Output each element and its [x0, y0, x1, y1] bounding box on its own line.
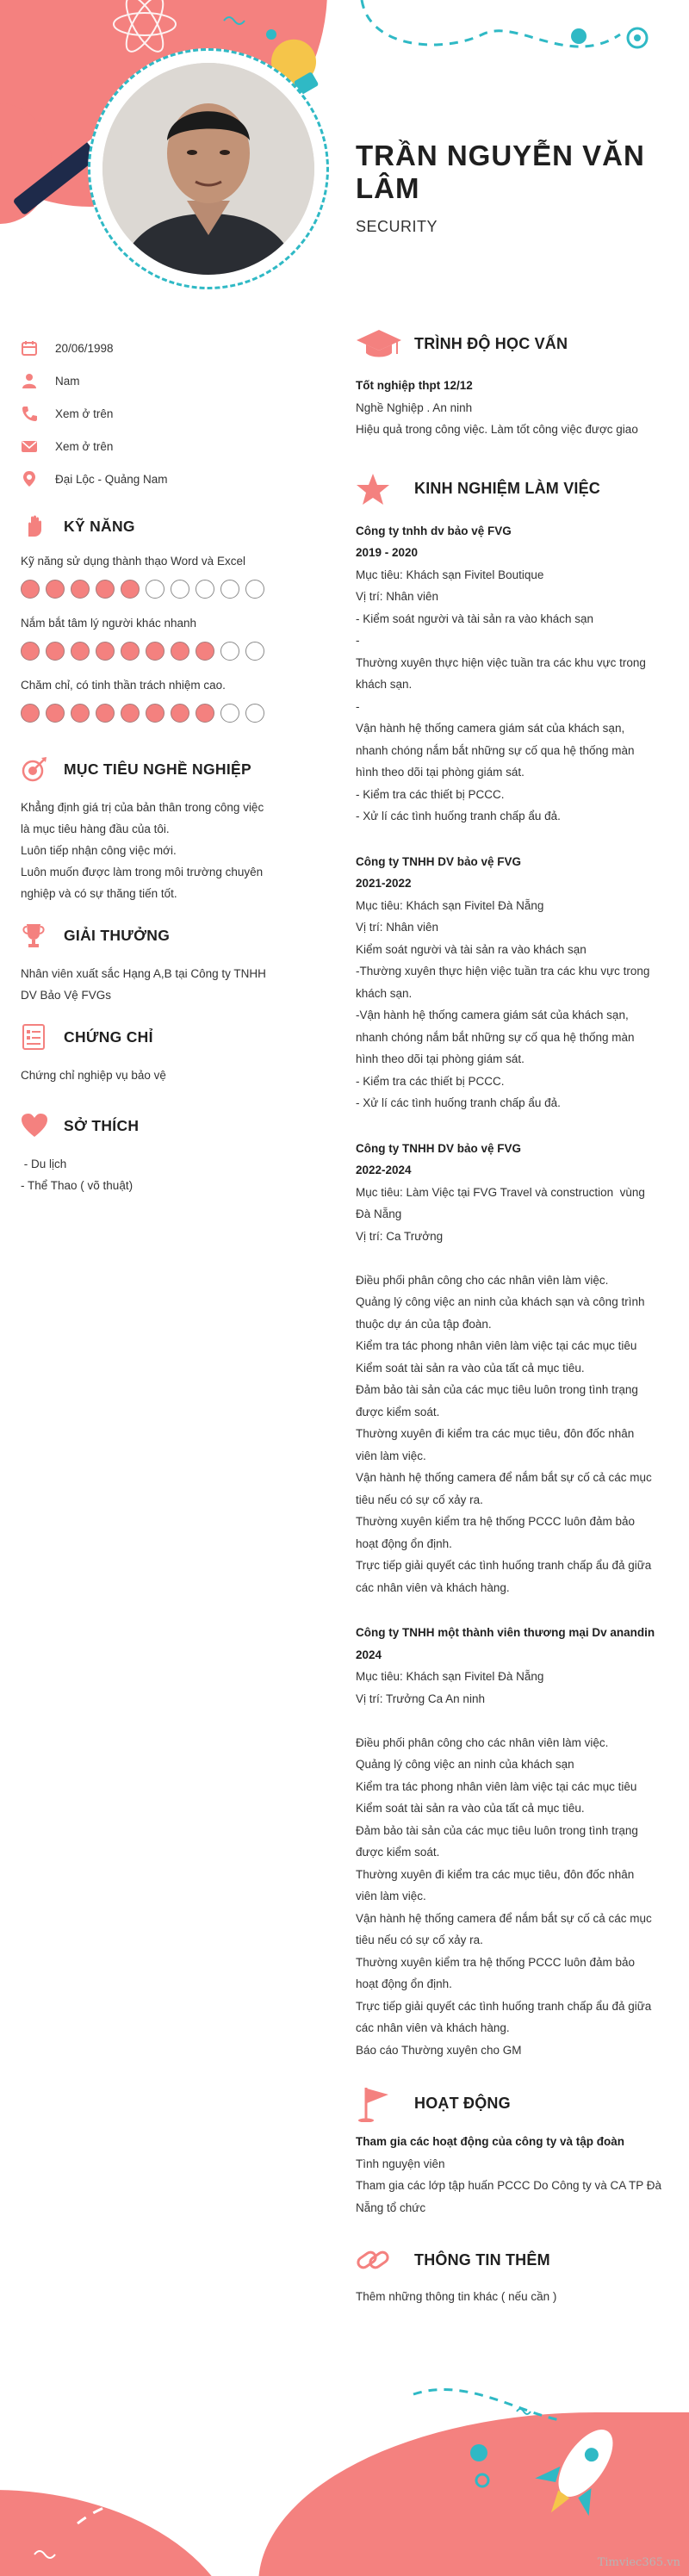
graduation-cap-icon: [356, 326, 402, 361]
job-detail-line: Thường xuyên kiểm tra hệ thống PCCC luôn đảm bảo: [356, 1515, 636, 1528]
hobbies-title: SỞ THÍCH: [64, 1116, 140, 1134]
job-detail-line: Quảng lý công việc an ninh của khách sạn: [356, 1758, 574, 1771]
email-value: Xem ở trên: [55, 439, 114, 453]
job-detail-line: khách sạn.: [356, 678, 413, 691]
info-email: [21, 430, 305, 462]
objective-line: là mục tiêu hàng đầu của tôi.: [21, 822, 170, 835]
award-line: DV Bảo Vệ FVGs: [21, 989, 112, 1002]
additional-title: THÔNG TIN THÊM: [414, 2250, 550, 2269]
rating-dot-empty: [245, 704, 264, 723]
job-detail-line: [356, 1247, 664, 1269]
rating-dot-filled: [46, 580, 65, 599]
job-detail-line: Mục tiêu: Làm Việc tại FVG Travel và construction vùng: [356, 1185, 645, 1199]
job-detail-line: Thường xuyên đi kiểm tra các mục tiêu, đôn đốc nhân: [356, 1427, 635, 1440]
job-detail-line: Đảm bảo tài sản của các mục tiêu luôn trong tình trạng: [356, 1823, 638, 1837]
rating-dot-filled: [21, 704, 40, 723]
job-detail-line: - Xử lí các tình huống tranh chấp ẩu đả.: [356, 1096, 561, 1109]
job-period: 2022-2024: [356, 1164, 412, 1176]
objective-line: Luôn tiếp nhận công việc mới.: [21, 844, 177, 857]
activities-entry: [356, 2131, 664, 2219]
birthdate-value: 20/06/1998: [55, 341, 114, 355]
rocket-icon: [525, 2412, 635, 2531]
rating-dot-filled: [196, 642, 214, 661]
rating-dot-empty: [196, 580, 214, 599]
job-detail-line: Vận hành hệ thống camera để nắm bắt sự cố cả các mục: [356, 1471, 652, 1484]
award-line: Nhân viên xuất sắc Hạng A,B tại Công ty TNHH: [21, 967, 266, 980]
job-detail-line: được kiểm soát.: [356, 1405, 440, 1418]
awards-text: [21, 963, 305, 1006]
skill-name: Kỹ năng sử dụng thành thạo Word và Excel: [21, 555, 245, 568]
rating-dot-filled: [96, 704, 115, 723]
job-detail-line: hoạt động ổn định.: [356, 1977, 452, 1990]
certificates-text: [21, 1065, 305, 1086]
job-detail-line: hình theo dõi tại phòng giám sát.: [356, 766, 525, 779]
address-value: Đại Lộc - Quảng Nam: [55, 472, 168, 486]
rating-dot-filled: [121, 642, 140, 661]
candidate-role: SECURITY: [356, 218, 438, 235]
job-detail-line: Vị trí: Trưởng Ca An ninh: [356, 1691, 485, 1705]
rating-dot-filled: [71, 642, 90, 661]
job-detail-line: Kiểm tra tác phong nhân viên làm việc tại các mục tiêu: [356, 1779, 637, 1793]
job-detail-line: Quảng lý công việc an ninh của khách sạn và công trình: [356, 1295, 645, 1308]
education-title: TRÌNH ĐỘ HỌC VẤN: [414, 334, 568, 352]
rating-dot-filled: [121, 704, 140, 723]
job-detail-line: khách sạn.: [356, 986, 413, 1000]
skill-rating: [21, 642, 305, 661]
skills-title: KỸ NĂNG: [64, 517, 135, 535]
job-detail-line: -Vận hành hệ thống camera giám sát của khách sạn,: [356, 1009, 629, 1021]
job-detail-line: Mục tiêu: Khách sạn Fivitel Đà Nẵng: [356, 898, 544, 912]
skill-name: Chăm chỉ, có tinh thần trách nhiệm cao.: [21, 679, 226, 692]
rating-dot-filled: [196, 704, 214, 723]
rating-dot-empty: [245, 642, 264, 661]
job-detail-line: tiêu nếu có sự cố xảy ra.: [356, 1934, 483, 1946]
skill-rating: [21, 704, 305, 723]
rating-dot-filled: [71, 704, 90, 723]
watermark: Timviec365.vn: [597, 2556, 680, 2569]
user-icon: [21, 372, 38, 389]
skills-heading: [21, 507, 305, 545]
job-detail-line: Đảm bảo tài sản của các mục tiêu luôn trong tình trạng: [356, 1383, 638, 1396]
rating-dot-filled: [96, 580, 115, 599]
job-detail-line: Thường xuyên đi kiểm tra các mục tiêu, đôn đốc nhân: [356, 1867, 635, 1881]
job-period: 2024: [356, 1648, 382, 1661]
awards-title: GIẢI THƯỞNG: [64, 926, 171, 944]
job-detail-line: Mục tiêu: Khách sạn Fivitel Boutique: [356, 568, 544, 581]
rating-dot-empty: [171, 580, 189, 599]
job-detail-line: hình theo dõi tại phòng giám sát.: [356, 1052, 525, 1065]
certificates-title: CHỨNG CHỈ: [64, 1027, 153, 1046]
job-detail-line: Trực tiếp giải quyết các tình huống tranh chấp ẩu đả giữa: [356, 1999, 652, 2013]
additional-text: Thêm những thông tin khác ( nếu cần ): [356, 2290, 557, 2303]
job-company: Công ty tnhh dv bảo vệ FVG: [356, 524, 512, 537]
phone-icon: [21, 405, 38, 422]
objective-title: MỤC TIÊU NGHỀ NGHIỆP: [64, 760, 251, 778]
job-company: Công ty TNHH DV bảo vệ FVG: [356, 854, 522, 868]
skill-item: [21, 616, 305, 661]
job-detail-line: Đà Nẵng: [356, 1207, 402, 1220]
certificate-line: Chứng chỉ nghiệp vụ bảo vệ: [21, 1069, 166, 1082]
rating-dot-filled: [21, 642, 40, 661]
hand-icon: [21, 513, 47, 539]
rating-dot-empty: [220, 642, 239, 661]
job-detail-line: Kiểm soát tài sản ra vào của tất cả mục tiêu.: [356, 1361, 585, 1375]
rating-dot-filled: [46, 642, 65, 661]
rating-dot-filled: [46, 704, 65, 723]
rating-dot-filled: [21, 580, 40, 599]
job-period: 2019 - 2020: [356, 546, 419, 559]
certificate-icon: [21, 1023, 47, 1051]
activity-line: Tham gia các lớp tập huấn PCCC Do Công ty và CA TP Đà: [356, 2179, 662, 2192]
rating-dot-empty: [245, 580, 264, 599]
job-detail-line: nhanh chóng nắm bắt những sự cố qua hệ thống màn: [356, 743, 635, 757]
target-icon: [21, 755, 48, 783]
job-detail-line: viên làm việc.: [356, 1449, 426, 1462]
job-detail-line: hoạt động ổn định.: [356, 1536, 452, 1550]
info-phone: [21, 397, 305, 430]
person-photo-icon: [102, 63, 314, 275]
job-detail-line: -: [356, 634, 360, 647]
hobby-line: - Du lịch: [21, 1158, 67, 1170]
job-detail-line: - Kiểm tra các thiết bị PCCC.: [356, 787, 505, 801]
rating-dot-filled: [171, 642, 189, 661]
certificates-heading: [21, 1018, 305, 1056]
rating-dot-filled: [146, 642, 164, 661]
rating-dot-filled: [71, 580, 90, 599]
job-detail-line: Vị trí: Ca Trưởng: [356, 1229, 444, 1243]
job-detail-line: - Xử lí các tình huống tranh chấp ẩu đả.: [356, 810, 561, 822]
education-school: Tốt nghiệp thpt 12/12: [356, 379, 473, 392]
job-detail-line: Kiểm soát người và tài sản ra vào khách sạn: [356, 942, 587, 956]
job-detail-line: Vận hành hệ thống camera để nắm bắt sự cố cả các mục: [356, 1911, 652, 1925]
job-detail-line: tiêu nếu có sự cố xảy ra.: [356, 1493, 483, 1506]
education-heading: [356, 325, 664, 363]
activities-heading: [356, 2084, 664, 2122]
job-detail-line: nhanh chóng nắm bắt những sự cố qua hệ thống màn: [356, 1030, 635, 1044]
footer-decorations: [0, 2360, 689, 2576]
job-detail-line: viên làm việc.: [356, 1890, 426, 1903]
job-detail-line: Điều phối phân công cho các nhân viên làm việc.: [356, 1273, 609, 1287]
email-icon: [21, 438, 38, 455]
job-detail-line: Thường xuyên thực hiện việc tuần tra các khu vực trong: [356, 655, 646, 669]
additional-heading: [356, 2241, 664, 2279]
experience-heading: [356, 470, 664, 508]
activity-line: Tình nguyện viên: [356, 2157, 445, 2170]
link-icon: [356, 2243, 395, 2277]
gender-value: Nam: [55, 374, 80, 388]
skill-rating: [21, 580, 305, 599]
location-icon: [21, 470, 38, 487]
skill-name: Nắm bắt tâm lý người khác nhanh: [21, 617, 196, 630]
job-detail-line: các nhân viên và khách hàng.: [356, 2021, 510, 2034]
job-detail-line: được kiểm soát.: [356, 1846, 440, 1859]
experience-title: KINH NGHIỆM LÀM VIỆC: [414, 480, 601, 497]
rating-dot-filled: [146, 704, 164, 723]
calendar-icon: [21, 339, 38, 357]
education-major: Nghề Nghiệp . An ninh: [356, 400, 473, 414]
job-detail-line: Vị trí: Nhân viên: [356, 590, 439, 603]
star-icon: [356, 472, 394, 506]
objective-line: Luôn muốn được làm trong môi trường chuyên: [21, 866, 264, 878]
hobbies-heading: [21, 1107, 305, 1145]
job-detail-line: các nhân viên và khách hàng.: [356, 1580, 510, 1594]
job-detail-line: - Kiểm tra các thiết bị PCCC.: [356, 1074, 505, 1088]
job-detail-line: Vị trí: Nhân viên: [356, 921, 439, 934]
heart-icon: [21, 1113, 48, 1139]
hobby-line: - Thể Thao ( võ thuật): [21, 1179, 133, 1192]
left-column: [21, 332, 305, 1196]
job-detail-line: Trực tiếp giải quyết các tình huống tranh chấp ẩu đả giữa: [356, 1559, 652, 1572]
job-entry: [356, 851, 664, 1114]
objective-heading: [21, 750, 305, 788]
job-detail-line: -Thường xuyên thực hiện việc tuần tra các khu vực trong: [356, 965, 650, 978]
phone-value: Xem ở trên: [55, 407, 114, 420]
candidate-name: TRẦN NGUYỄN VĂN LÂM: [356, 140, 645, 204]
awards-heading: [21, 916, 305, 954]
rating-dot-empty: [220, 704, 239, 723]
job-detail-line: [356, 1710, 664, 1732]
job-entry: [356, 1138, 664, 1599]
job-period: 2021-2022: [356, 877, 412, 890]
objective-text: [21, 797, 305, 904]
right-column: [356, 325, 664, 2308]
info-gender: [21, 364, 305, 397]
job-detail-line: -: [356, 699, 360, 713]
education-entry: [356, 375, 664, 441]
job-detail-line: Vận hành hệ thống camera giám sát của khách sạn,: [356, 722, 625, 735]
rating-dot-empty: [146, 580, 164, 599]
skill-item: [21, 678, 305, 723]
education-desc: Hiệu quả trong công việc. Làm tốt công việc được giao: [356, 423, 638, 436]
activities-org: Tham gia các hoạt động của công ty và tập đoàn: [356, 2135, 625, 2148]
trophy-icon: [21, 922, 47, 949]
job-detail-line: Kiểm tra tác phong nhân viên làm việc tại các mục tiêu: [356, 1339, 637, 1352]
experience-list: [356, 520, 664, 2062]
info-address: [21, 462, 305, 495]
activity-line: Nẵng tổ chức: [356, 2200, 426, 2214]
job-company: Công ty TNHH DV bảo vệ FVG: [356, 1141, 522, 1155]
job-company: Công ty TNHH một thành viên thương mại Dv anandin: [356, 1626, 655, 1639]
rating-dot-empty: [220, 580, 239, 599]
skill-item: [21, 554, 305, 599]
job-entry: [356, 1622, 664, 2061]
job-detail-line: Mục tiêu: Khách sạn Fivitel Đà Nẵng: [356, 1670, 544, 1683]
job-entry: [356, 520, 664, 828]
objective-line: nghiệp và có sự thăng tiến tốt.: [21, 887, 177, 900]
info-birthdate: [21, 332, 305, 364]
hobbies-text: [21, 1153, 305, 1196]
job-detail-line: Thường xuyên kiểm tra hệ thống PCCC luôn đảm bảo: [356, 1955, 636, 1969]
avatar: [102, 63, 314, 275]
job-detail-line: Điều phối phân công cho các nhân viên làm việc.: [356, 1735, 609, 1749]
activities-title: HOẠT ĐỘNG: [414, 2094, 511, 2112]
job-detail-line: - Kiểm soát người và tài sản ra vào khách sạn: [356, 611, 594, 625]
objective-line: Khẳng định giá trị của bản thân trong công việc: [21, 801, 264, 814]
rating-dot-filled: [121, 580, 140, 599]
job-detail-line: Báo cáo Thường xuyên cho GM: [356, 2043, 522, 2057]
job-detail-line: Kiểm soát tài sản ra vào của tất cả mục tiêu.: [356, 1802, 585, 1815]
atom-icon: [114, 0, 176, 57]
flag-icon: [356, 2084, 394, 2122]
job-detail-line: thuộc dự án của tập đoàn.: [356, 1317, 492, 1331]
rating-dot-filled: [96, 642, 115, 661]
rating-dot-filled: [171, 704, 189, 723]
